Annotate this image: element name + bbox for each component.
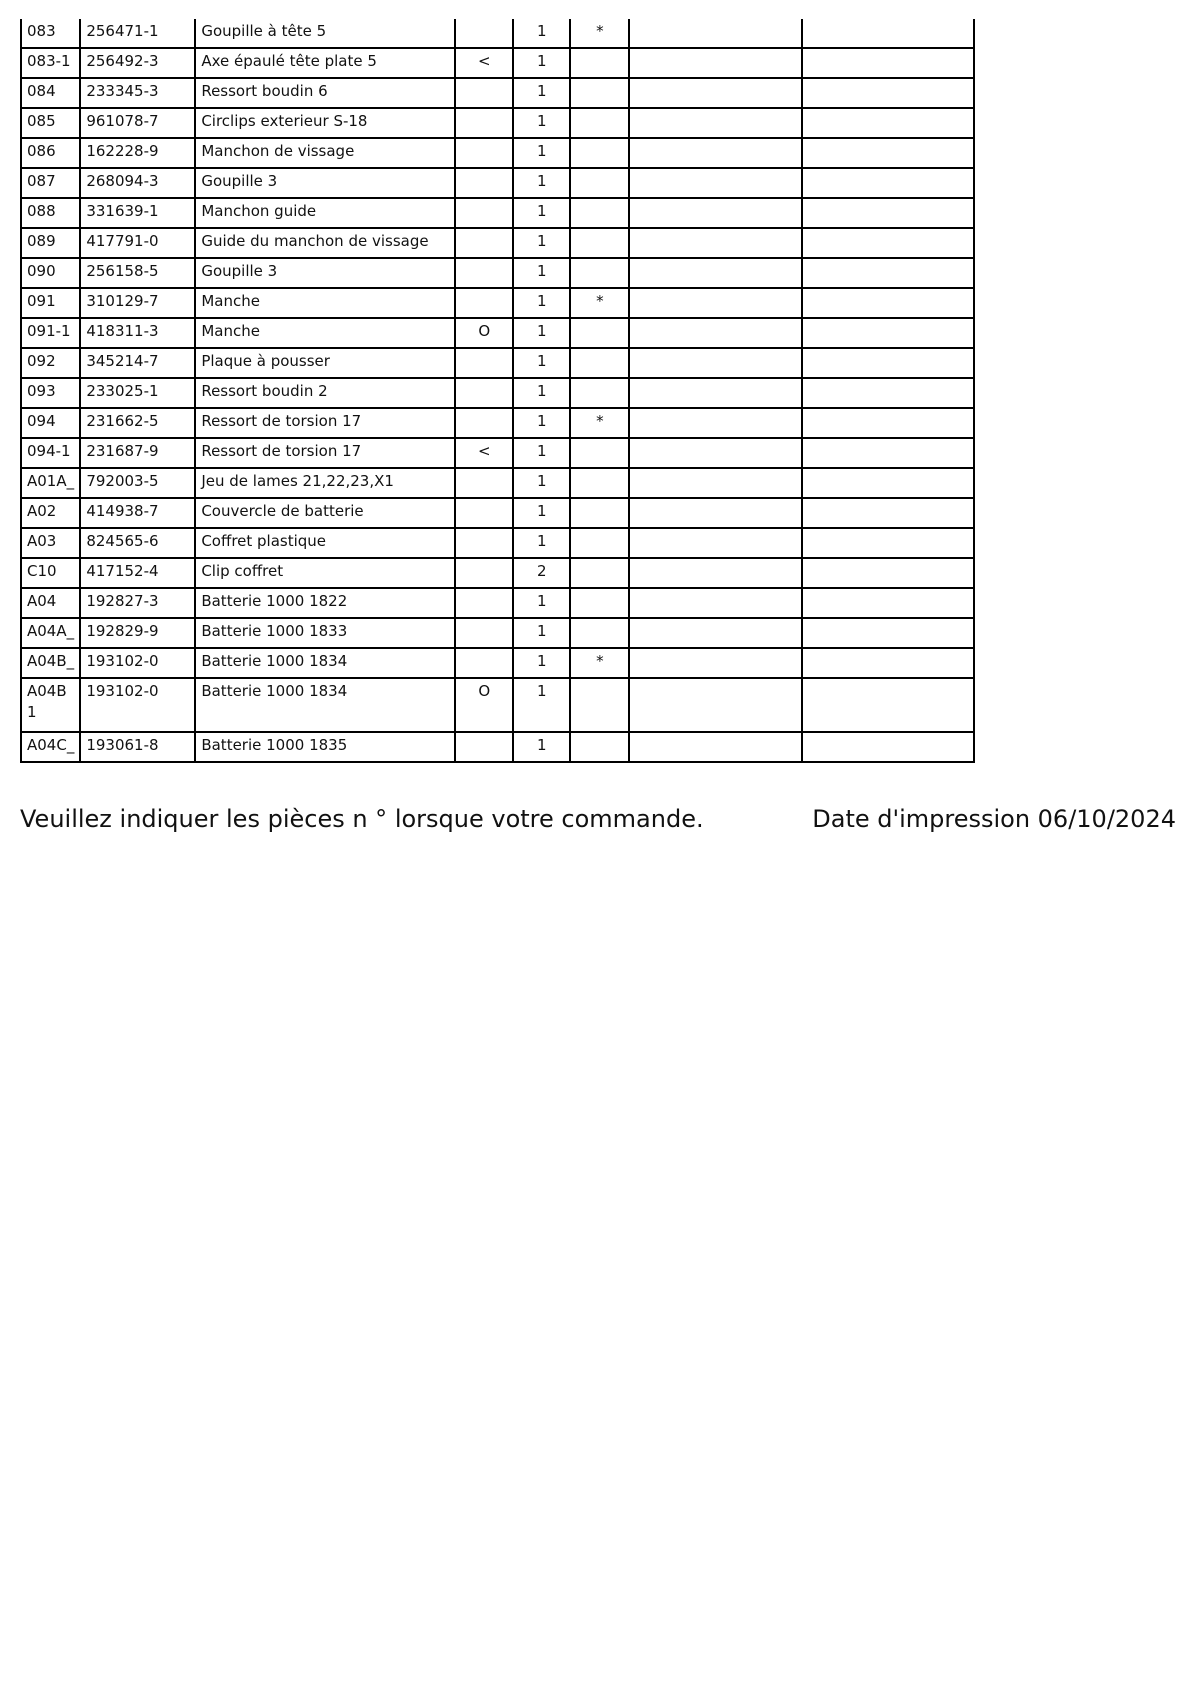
item-number-cell: 088	[21, 198, 80, 228]
description-cell: Manchon de vissage	[195, 138, 455, 168]
blank-cell	[802, 732, 974, 762]
marker-cell	[570, 468, 629, 498]
quantity-cell: 1	[513, 348, 570, 378]
item-number-cell: 090	[21, 258, 80, 288]
blank-cell	[802, 558, 974, 588]
blank-cell	[802, 348, 974, 378]
marker-cell	[570, 678, 629, 732]
item-number-cell: A04B 1	[21, 678, 80, 732]
blank-cell	[802, 108, 974, 138]
marker-cell	[570, 198, 629, 228]
description-cell: Ressort boudin 2	[195, 378, 455, 408]
blank-cell	[629, 138, 802, 168]
marker-cell: *	[570, 19, 629, 48]
item-number-cell: 092	[21, 348, 80, 378]
part-number-cell: 417791-0	[80, 228, 195, 258]
note-cell	[455, 732, 513, 762]
blank-cell	[802, 528, 974, 558]
blank-cell	[629, 19, 802, 48]
blank-cell	[629, 78, 802, 108]
table-row	[21, 678, 974, 732]
description-cell: Goupille 3	[195, 258, 455, 288]
item-number-cell: A04A_	[21, 618, 80, 648]
marker-cell	[570, 258, 629, 288]
item-number-cell: 085	[21, 108, 80, 138]
blank-cell	[802, 318, 974, 348]
table-row	[21, 108, 974, 138]
part-number-cell: 233345-3	[80, 78, 195, 108]
blank-cell	[629, 732, 802, 762]
marker-cell	[570, 378, 629, 408]
table-row	[21, 588, 974, 618]
marker-cell: *	[570, 408, 629, 438]
blank-cell	[629, 168, 802, 198]
table-row	[21, 168, 974, 198]
part-number-cell: 231687-9	[80, 438, 195, 468]
item-number-cell: 091-1	[21, 318, 80, 348]
marker-cell	[570, 438, 629, 468]
quantity-cell: 1	[513, 228, 570, 258]
part-number-cell: 233025-1	[80, 378, 195, 408]
quantity-cell: 1	[513, 48, 570, 78]
item-number-cell: 084	[21, 78, 80, 108]
blank-cell	[802, 408, 974, 438]
note-cell	[455, 498, 513, 528]
marker-cell	[570, 138, 629, 168]
table-row	[21, 378, 974, 408]
part-number-cell: 193061-8	[80, 732, 195, 762]
part-number-cell: 331639-1	[80, 198, 195, 228]
note-cell	[455, 378, 513, 408]
description-cell: Batterie 1000 1822	[195, 588, 455, 618]
table-row	[21, 19, 974, 48]
description-cell: Manche	[195, 288, 455, 318]
blank-cell	[629, 618, 802, 648]
blank-cell	[802, 138, 974, 168]
note-cell: O	[455, 678, 513, 732]
note-cell: O	[455, 318, 513, 348]
table-row	[21, 78, 974, 108]
marker-cell	[570, 732, 629, 762]
blank-cell	[802, 678, 974, 732]
quantity-cell: 1	[513, 468, 570, 498]
description-cell: Batterie 1000 1833	[195, 618, 455, 648]
blank-cell	[629, 258, 802, 288]
quantity-cell: 1	[513, 498, 570, 528]
marker-cell	[570, 228, 629, 258]
part-number-cell: 345214-7	[80, 348, 195, 378]
item-number-cell: A01A_	[21, 468, 80, 498]
note-cell: <	[455, 48, 513, 78]
note-cell	[455, 78, 513, 108]
note-cell: <	[455, 438, 513, 468]
blank-cell	[629, 348, 802, 378]
description-cell: Coffret plastique	[195, 528, 455, 558]
blank-cell	[802, 168, 974, 198]
quantity-cell: 1	[513, 19, 570, 48]
blank-cell	[629, 438, 802, 468]
item-number-cell: C10	[21, 558, 80, 588]
description-cell: Clip coffret	[195, 558, 455, 588]
blank-cell	[629, 48, 802, 78]
part-number-cell: 418311-3	[80, 318, 195, 348]
blank-cell	[629, 648, 802, 678]
description-cell: Ressort de torsion 17	[195, 408, 455, 438]
note-cell	[455, 408, 513, 438]
item-number-cell: 083	[21, 19, 80, 48]
item-number-cell: 087	[21, 168, 80, 198]
note-cell	[455, 258, 513, 288]
description-cell: Jeu de lames 21,22,23,X1	[195, 468, 455, 498]
blank-cell	[802, 468, 974, 498]
blank-cell	[629, 498, 802, 528]
marker-cell: *	[570, 288, 629, 318]
description-cell: Plaque à pousser	[195, 348, 455, 378]
table-row	[21, 498, 974, 528]
marker-cell	[570, 108, 629, 138]
quantity-cell: 1	[513, 588, 570, 618]
blank-cell	[629, 378, 802, 408]
note-cell	[455, 228, 513, 258]
table-row	[21, 648, 974, 678]
blank-cell	[802, 228, 974, 258]
quantity-cell: 1	[513, 318, 570, 348]
marker-cell	[570, 528, 629, 558]
table-row	[21, 258, 974, 288]
blank-cell	[802, 618, 974, 648]
print-date: Date d'impression 06/10/2024	[812, 805, 1176, 833]
table-row	[21, 732, 974, 762]
blank-cell	[802, 48, 974, 78]
item-number-cell: 086	[21, 138, 80, 168]
description-cell: Manche	[195, 318, 455, 348]
marker-cell	[570, 498, 629, 528]
note-cell	[455, 468, 513, 498]
description-cell: Goupille 3	[195, 168, 455, 198]
parts-table-body	[21, 19, 974, 762]
quantity-cell: 1	[513, 168, 570, 198]
marker-cell: *	[570, 648, 629, 678]
blank-cell	[629, 108, 802, 138]
table-row	[21, 348, 974, 378]
description-cell: Couvercle de batterie	[195, 498, 455, 528]
part-number-cell: 162228-9	[80, 138, 195, 168]
marker-cell	[570, 318, 629, 348]
note-cell	[455, 588, 513, 618]
part-number-cell: 192829-9	[80, 618, 195, 648]
description-cell: Manchon guide	[195, 198, 455, 228]
parts-table	[20, 19, 975, 763]
order-instruction-note: Veuillez indiquer les pièces n ° lorsque votre commande.	[20, 805, 704, 833]
blank-cell	[802, 78, 974, 108]
quantity-cell: 2	[513, 558, 570, 588]
blank-cell	[629, 588, 802, 618]
quantity-cell: 1	[513, 288, 570, 318]
marker-cell	[570, 78, 629, 108]
marker-cell	[570, 618, 629, 648]
description-cell: Circlips exterieur S-18	[195, 108, 455, 138]
quantity-cell: 1	[513, 78, 570, 108]
blank-cell	[802, 378, 974, 408]
description-cell: Batterie 1000 1834	[195, 648, 455, 678]
blank-cell	[802, 19, 974, 48]
blank-cell	[629, 678, 802, 732]
marker-cell	[570, 168, 629, 198]
quantity-cell: 1	[513, 138, 570, 168]
description-cell: Goupille à tête 5	[195, 19, 455, 48]
note-cell	[455, 348, 513, 378]
part-number-cell: 417152-4	[80, 558, 195, 588]
blank-cell	[629, 468, 802, 498]
blank-cell	[629, 318, 802, 348]
blank-cell	[802, 438, 974, 468]
table-row	[21, 318, 974, 348]
item-number-cell: A02	[21, 498, 80, 528]
note-cell	[455, 288, 513, 318]
item-number-cell: A04	[21, 588, 80, 618]
part-number-cell: 192827-3	[80, 588, 195, 618]
blank-cell	[629, 198, 802, 228]
part-number-cell: 824565-6	[80, 528, 195, 558]
marker-cell	[570, 48, 629, 78]
blank-cell	[629, 528, 802, 558]
blank-cell	[802, 198, 974, 228]
part-number-cell: 310129-7	[80, 288, 195, 318]
blank-cell	[802, 498, 974, 528]
table-row	[21, 198, 974, 228]
table-row	[21, 408, 974, 438]
part-number-cell: 268094-3	[80, 168, 195, 198]
note-cell	[455, 138, 513, 168]
item-number-cell: 083-1	[21, 48, 80, 78]
part-number-cell: 961078-7	[80, 108, 195, 138]
quantity-cell: 1	[513, 378, 570, 408]
item-number-cell: 093	[21, 378, 80, 408]
note-cell	[455, 528, 513, 558]
note-cell	[455, 108, 513, 138]
quantity-cell: 1	[513, 258, 570, 288]
description-cell: Guide du manchon de vissage	[195, 228, 455, 258]
part-number-cell: 256471-1	[80, 19, 195, 48]
quantity-cell: 1	[513, 198, 570, 228]
description-cell: Batterie 1000 1835	[195, 732, 455, 762]
note-cell	[455, 648, 513, 678]
item-number-cell: 091	[21, 288, 80, 318]
table-row	[21, 228, 974, 258]
blank-cell	[629, 228, 802, 258]
part-number-cell: 414938-7	[80, 498, 195, 528]
item-number-cell: A04C_	[21, 732, 80, 762]
table-row	[21, 48, 974, 78]
note-cell	[455, 198, 513, 228]
quantity-cell: 1	[513, 408, 570, 438]
table-row	[21, 558, 974, 588]
blank-cell	[802, 648, 974, 678]
item-number-cell: 094-1	[21, 438, 80, 468]
item-number-cell: A04B_	[21, 648, 80, 678]
item-number-cell: 094	[21, 408, 80, 438]
quantity-cell: 1	[513, 528, 570, 558]
table-row	[21, 468, 974, 498]
table-row	[21, 138, 974, 168]
quantity-cell: 1	[513, 732, 570, 762]
blank-cell	[629, 288, 802, 318]
table-row	[21, 438, 974, 468]
blank-cell	[629, 558, 802, 588]
table-row	[21, 288, 974, 318]
blank-cell	[802, 258, 974, 288]
marker-cell	[570, 558, 629, 588]
table-row	[21, 618, 974, 648]
note-cell	[455, 168, 513, 198]
note-cell	[455, 558, 513, 588]
table-row	[21, 528, 974, 558]
note-cell	[455, 618, 513, 648]
quantity-cell: 1	[513, 678, 570, 732]
note-cell	[455, 19, 513, 48]
description-cell: Batterie 1000 1834	[195, 678, 455, 732]
item-number-cell: 089	[21, 228, 80, 258]
part-number-cell: 231662-5	[80, 408, 195, 438]
part-number-cell: 256492-3	[80, 48, 195, 78]
quantity-cell: 1	[513, 438, 570, 468]
description-cell: Ressort de torsion 17	[195, 438, 455, 468]
blank-cell	[802, 288, 974, 318]
quantity-cell: 1	[513, 108, 570, 138]
description-cell: Axe épaulé tête plate 5	[195, 48, 455, 78]
quantity-cell: 1	[513, 618, 570, 648]
part-number-cell: 193102-0	[80, 648, 195, 678]
part-number-cell: 792003-5	[80, 468, 195, 498]
blank-cell	[629, 408, 802, 438]
quantity-cell: 1	[513, 648, 570, 678]
item-number-cell: A03	[21, 528, 80, 558]
marker-cell	[570, 588, 629, 618]
blank-cell	[802, 588, 974, 618]
description-cell: Ressort boudin 6	[195, 78, 455, 108]
part-number-cell: 256158-5	[80, 258, 195, 288]
marker-cell	[570, 348, 629, 378]
part-number-cell: 193102-0	[80, 678, 195, 732]
